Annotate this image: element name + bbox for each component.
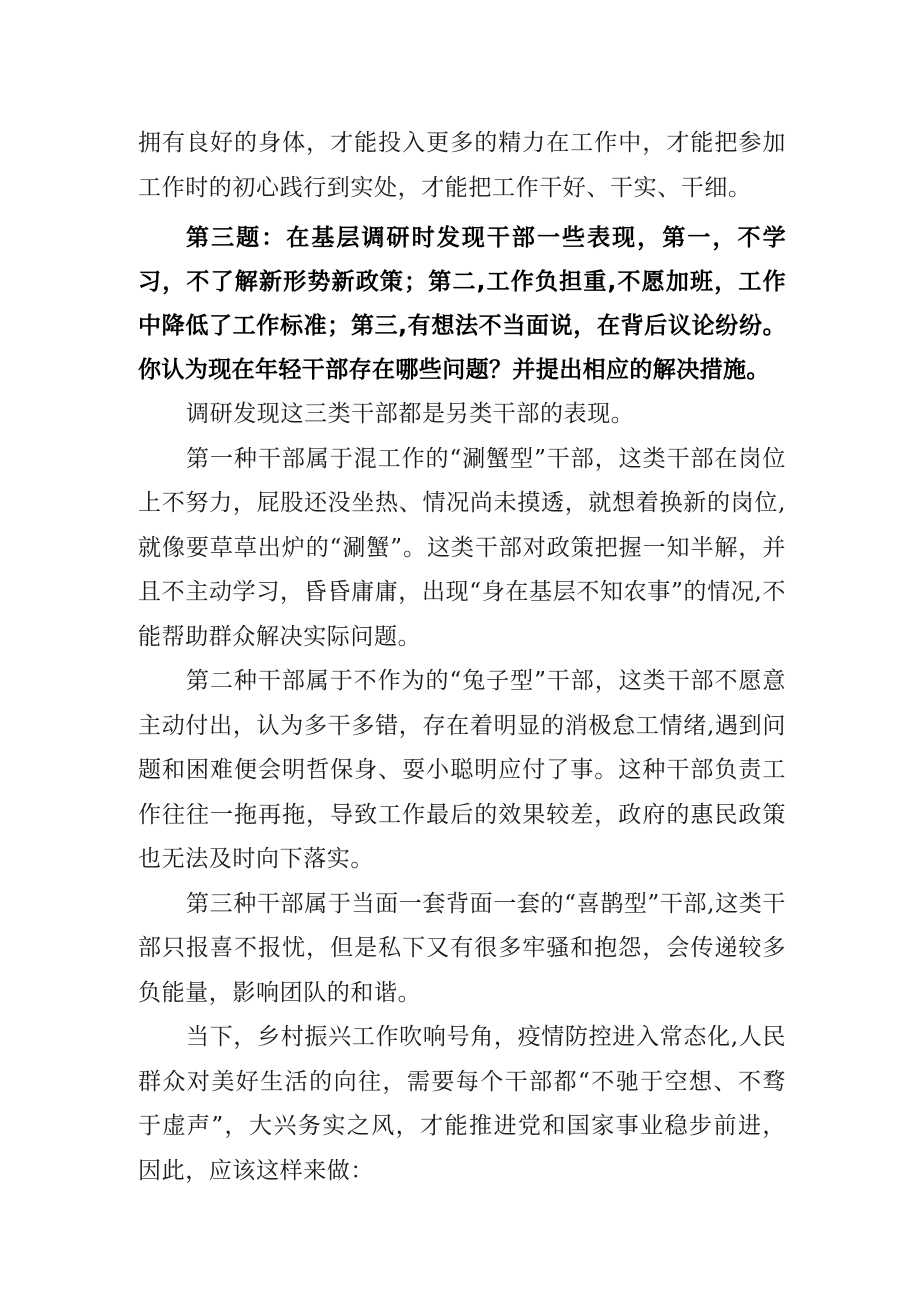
question-heading: 第三题：在基层调研时发现干部一些表现，第一，不学习，不了解新形势新政策；第二,工作负担重,不愿加班，工作中降低了工作标准；第三,有想法不当面说，在背后议论纷纷。你认为现在年轻干部存在哪些问题？并提出相应的解决措施。 — [138, 225, 786, 383]
paragraph-intro: 调研发现这三类干部都是另类干部的表现。 — [186, 401, 635, 427]
paragraph-type-one: 第一种干部属于混工作的“涮蟹型”干部，这类干部在岗位上不努力，屁股还没坐热、情况尚未摸透，就想着换新的岗位,就像要草草出炉的“涮蟹”。这类干部对政策把握一知半解，并且不主动学习，昏昏庸庸，出现“身在基层不知农事”的情况,不能帮助群众解决实际问题。 — [138, 445, 786, 650]
paragraph-continuation: 拥有良好的身体，才能投入更多的精力在工作中，才能把参加工作时的初心践行到实处，才能把工作干好、干实、干细。 — [138, 130, 786, 201]
document-body — [138, 121, 786, 1193]
paragraph-type-three: 第三种干部属于当面一套背面一套的“喜鹊型”干部,这类干部只报喜不报忧，但是私下又有很多牢骚和抱怨，会传递较多负能量，影响团队的和谐。 — [138, 890, 786, 1006]
paragraph-type-two: 第二种干部属于不作为的“兔子型”干部，这类干部不愿意主动付出，认为多干多错，存在着明显的消极怠工情绪,遇到问题和困难便会明哲保身、耍小聪明应付了事。这种干部负责工作往往一拖再拖，导致工作最后的效果较差，政府的惠民政策也无法及时向下落实。 — [138, 668, 786, 872]
paragraph-conclusion: 当下，乡村振兴工作吹响号角，疫情防控进入常态化,人民群众对美好生活的向往，需要每个干部都“不驰于空想、不骛于虚声”，大兴务实之风，才能推进党和国家事业稳步前进，因此，应该这样来做： — [138, 1024, 786, 1184]
